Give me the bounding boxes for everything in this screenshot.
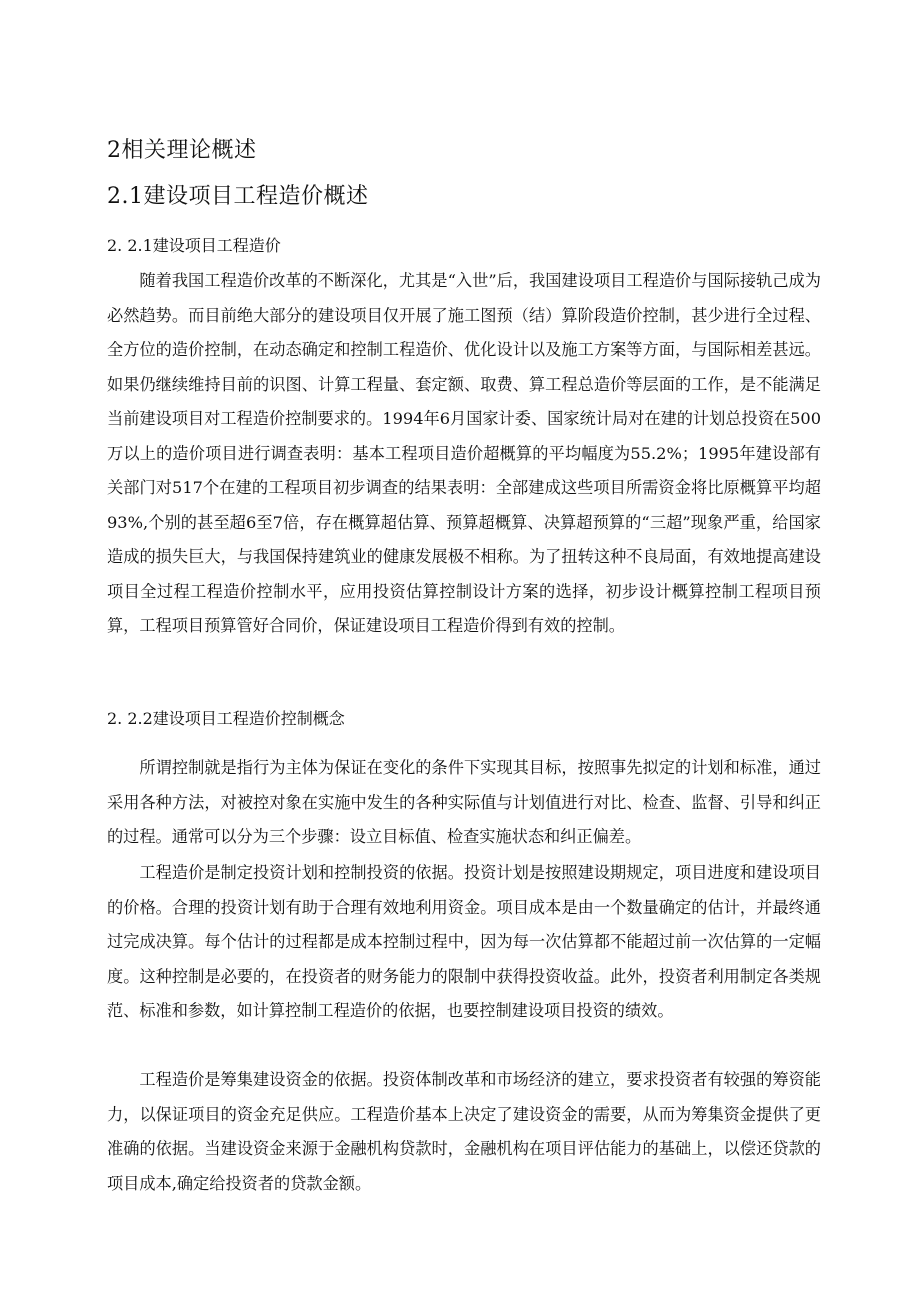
subsection-heading-2-2-1: 2. 2.1建设项目工程造价 [107, 236, 281, 255]
chapter-heading: 2相关理论概述 [107, 138, 257, 163]
paragraph-cost-reform: 随着我国工程造价改革的不断深化，尤其是“入世”后，我国建设项目工程造价与国际接轨己成为必然趋势。而目前绝大部分的建设项目仅开展了施工图预（结）算阶段造价控制，甚少进行全过程、全方位的造价控制，在动态确定和控制工程造价、优化设计以及施工方案等方面，与国际相差甚远。如果仍继续维持目前的识图、计算工程量、套定额、取费、算工程总造价等层面的工作，是不能满足当前建设项目对工程造价控制要求的。1994年6月国家计委、国家统计局对在建的计划总投资在500万以上的造价项目进行调查表明：基本工程项目造价超概算的平均幅度为55.2%；1995年建设部有关部门对517个在建的工程项目初步调查的结果表明：全部建成这些项目所需资金将比原概算平均超93%,个别的甚至超6至7倍，存在概算超估算、预算超概算、决算超预算的“三超”现象严重，给国家造成的损失巨大，与我国保持建筑业的健康发展极不相称。为了扭转这种不良局面，有效地提高建设项目全过程工程造价控制水平，应用投资估算控制设计方案的选择，初步设计概算控制工程项目预算，工程项目预算管好合同价，保证建设项目工程造价得到有效的控制。 [107, 271, 821, 635]
paragraph-financing: 工程造价是筹集建设资金的依据。投资体制改革和市场经济的建立，要求投资者有较强的筹资能力，以保证项目的资金充足供应。工程造价基本上决定了建设资金的需要，从而为筹集资金提供了更准确的依据。当建设资金来源于金融机构贷款时，金融机构在项目评估能力的基础上，以偿还贷款的项目成本,确定给投资者的贷款金额。 [107, 1070, 821, 1193]
paragraph-control-definition: 所谓控制就是指行为主体为保证在变化的条件下实现其目标，按照事先拟定的计划和标准，通过采用各种方法，对被控对象在实施中发生的各种实际值与计划值进行对比、检查、监督、引导和纠正的过程。通常可以分为三个步骤：设立目标值、检查实施状态和纠正偏差。 [107, 758, 821, 846]
subsection-heading-2-2-2: 2. 2.2建设项目工程造价控制概念 [107, 709, 345, 728]
paragraph-investment-plan: 工程造价是制定投资计划和控制投资的依据。投资计划是按照建设期规定，项目进度和建设项目的价格。合理的投资计划有助于合理有效地利用资金。项目成本是由一个数量确定的估计，并最终通过完成决算。每个估计的过程都是成本控制过程中，因为每一次估算都不能超过前一次估算的一定幅度。这种控制是必要的，在投资者的财务能力的限制中获得投资收益。此外，投资者利用制定各类规范、标准和参数，如计算控制工程造价的依据，也要控制建设项目投资的绩效。 [107, 863, 821, 1020]
section-heading: 2.1建设项目工程造价概述 [107, 184, 369, 209]
